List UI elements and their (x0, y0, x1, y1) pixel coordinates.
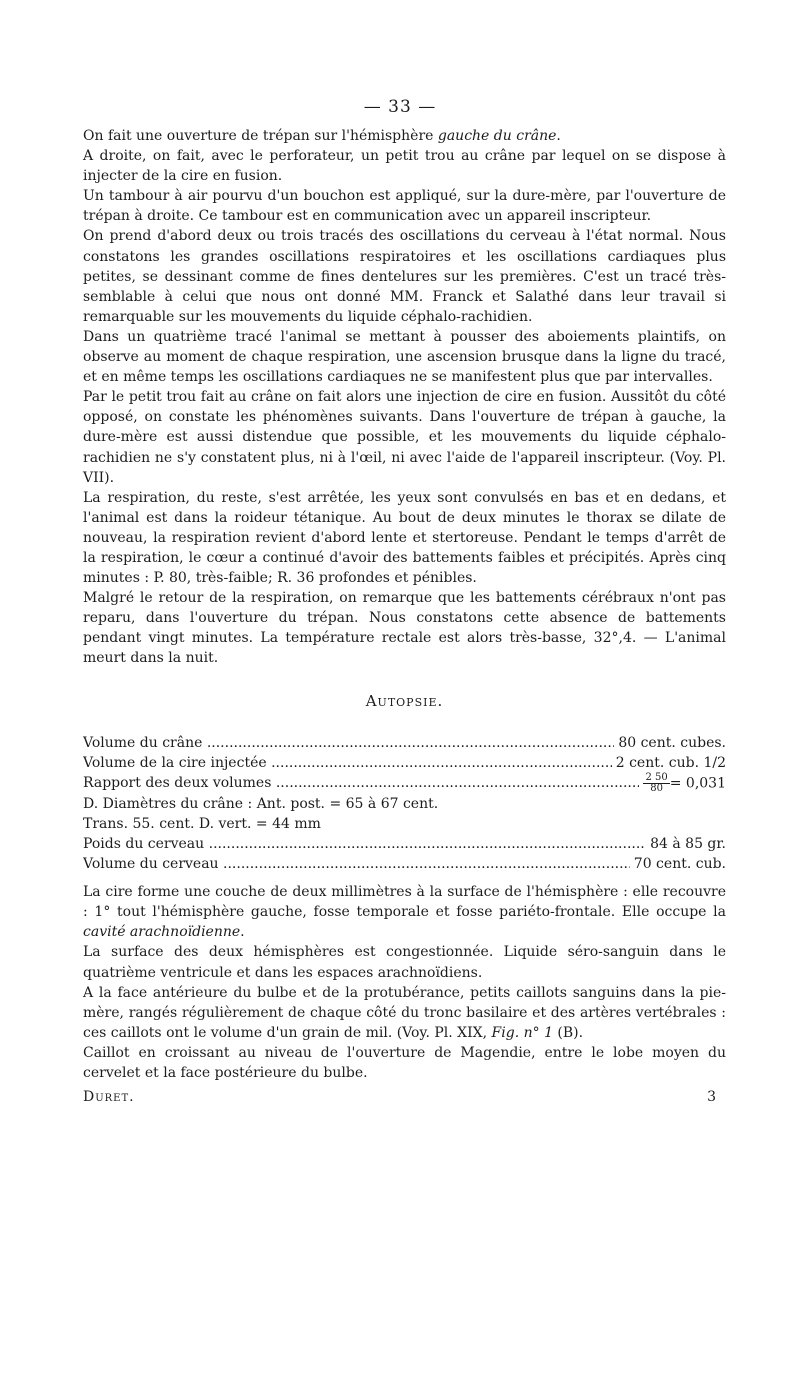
paragraph (83, 146, 726, 186)
measurement-value (646, 834, 726, 854)
paragraph (83, 942, 726, 982)
measurement-label: Volume du crâne ..... (83, 733, 614, 753)
italic-text: cavité arachnoïdienne (83, 924, 241, 941)
measurement-row (83, 733, 726, 753)
measurement-label: D. Diamètres du crâne : Ant. post. = 65 à 67 cent. (83, 795, 439, 812)
measurement-label: Volume de la cire injectée ..... (83, 753, 612, 773)
paragraph (83, 226, 726, 326)
author-signature: Duret. (83, 1089, 135, 1106)
value-text: 2 cent. cub. 1/2 (615, 754, 726, 771)
autopsy-measurements (83, 733, 726, 875)
page-number: — 33 — (363, 97, 437, 117)
measurement-row (83, 834, 726, 854)
paragraph (83, 186, 726, 226)
measurement-label: Poids du cerveau ..... (83, 834, 646, 854)
italic-text: Fig. n° 1 (491, 1024, 553, 1041)
section-heading: Autopsie. (365, 691, 444, 710)
paragraph (83, 488, 726, 588)
text-run: . (240, 924, 245, 941)
text-run: Malgré le retour de la respiration, on remarque que les battements cérébraux n'ont pas reparu, dans l'ouverture du trépan. Nous constatons cette absence de battements pendant vingt minutes. La température rectale est alors très-basse, 32°,4. — L'animal meurt dans la nuit. (83, 590, 726, 667)
paragraph (83, 387, 726, 487)
fraction-denominator: 80 (650, 782, 663, 794)
text-run: On prend d'abord deux ou trois tracés des oscillations du cerveau à l'état normal. Nous constatons les grandes oscillations respiratoires et les oscillations cardiaques plus petites, se dessinant comme de fines dentelures sur les premières. C'est un tracé très-semblable à celui que nous ont donné MM. Franck et Salathé dans leur travail si remarquable sur les mouvements du liquide céphalo-rachidien. (83, 228, 726, 325)
ratio-fraction (643, 773, 669, 794)
text-run: On fait une ouverture de trépan sur l'hémisphère (83, 128, 438, 144)
fraction-numerator: 2 50 (645, 771, 668, 783)
text-run: Caillot en croissant au niveau de l'ouverture de Magendie, entre le lobe moyen du cervelet et la face postérieure du bulbe. (83, 1044, 726, 1082)
text-run: Dans un quatrième tracé l'animal se mettant à pousser des aboiements plaintifs, on observe au moment de chaque respiration, une ascension brusque dans la ligne du tracé, et en même temps les oscillations cardiaques ne se manifestent plus que par intervalles. (83, 328, 726, 386)
page-body (83, 126, 726, 1107)
text-run: (B). (552, 1024, 584, 1041)
measurement-value (639, 773, 726, 794)
text-run: La surface des deux hémisphères est congestionnée. Liquide séro-sanguin dans le quatrième ventricule et dans les espaces arachnoïdiens. (83, 944, 726, 981)
measurement-value (630, 854, 726, 874)
measurement-row (83, 753, 726, 773)
paragraph (83, 327, 726, 387)
text-run: A droite, on fait, avec le perforateur, un petit trou au crâne par lequel on se dispose à injecter de la cire en fusion. (83, 148, 726, 185)
text-run: La cire forme une couche de deux millimètres à la surface de l'hémisphère : elle recouvre : 1° tout l'hémisphère gauche, fosse temporale et fosse pariéto-frontale. Elle occupe la (83, 884, 726, 921)
value-text: 84 à 85 gr. (650, 836, 726, 852)
measurement-label: Trans. 55. cent. D. vert. = 44 mm (83, 815, 321, 832)
measurement-row (83, 854, 726, 874)
paragraph (83, 882, 726, 942)
text-section-autopsy (83, 882, 726, 1083)
measurement-value (614, 733, 726, 753)
italic-text: gauche du crâne (437, 128, 557, 144)
text-run: . (556, 128, 561, 144)
text-run: La respiration, du reste, s'est arrêtée, les yeux sont convulsés en bas et en dedans, et l'animal est dans la roideur tétanique. Au bout de deux minutes le thorax se dilate de nouveau, la respiration revient d'abord lente et stertoreuse. Pendant le temps d'arrêt de la respiration, le cœur a continué d'avoir des battements faibles et précipités. Après cinq minutes : P. 80, très-faible; R. 36 profondes et pénibles. (83, 489, 726, 587)
paragraph (83, 1043, 726, 1083)
paragraph (83, 983, 726, 1043)
text-section-observation (83, 126, 726, 669)
paragraph (83, 588, 726, 668)
printer-signature: 3 (707, 1089, 716, 1106)
value-text: 80 cent. cubes. (618, 734, 726, 751)
measurement-row (83, 814, 726, 834)
measurement-row (83, 773, 726, 794)
measurement-row (83, 794, 726, 814)
text-run: Par le petit trou fait au crâne on fait alors une injection de cire en fusion. Aussitôt du côté opposé, on constate les phénomènes suivants. Dans l'ouverture de trépan à gauche, la dure-mère est aussi distendue que possible, et les mouvements du liquide céphalo-rachidien ne s'y constatent plus, ni à l'œil, ni avec l'aide de l'appareil inscripteur. (Voy. Pl. VII). (83, 389, 726, 486)
value-text: 70 cent. cub. (633, 856, 726, 873)
value-text: = 0,031 (669, 775, 726, 792)
paragraph (83, 126, 726, 146)
measurement-label: Rapport des deux volumes ..... (83, 773, 639, 793)
text-run: Un tambour à air pourvu d'un bouchon est appliqué, sur la dure-mère, par l'ouverture de trépan à droite. Ce tambour est en communication avec un appareil inscripteur. (83, 188, 726, 225)
page-footer (83, 1087, 726, 1107)
text-run: A la face antérieure du bulbe et de la protubérance, petits caillots sanguins dans la pie-mère, rangés régulièrement de chaque côté du tronc basilaire et des artères vertébrales : ces caillots ont le volume d'un grain de mil. (Voy. Pl. XIX, (83, 984, 726, 1041)
measurement-label: Volume du cerveau ..... (83, 854, 630, 874)
measurement-value (612, 753, 726, 773)
